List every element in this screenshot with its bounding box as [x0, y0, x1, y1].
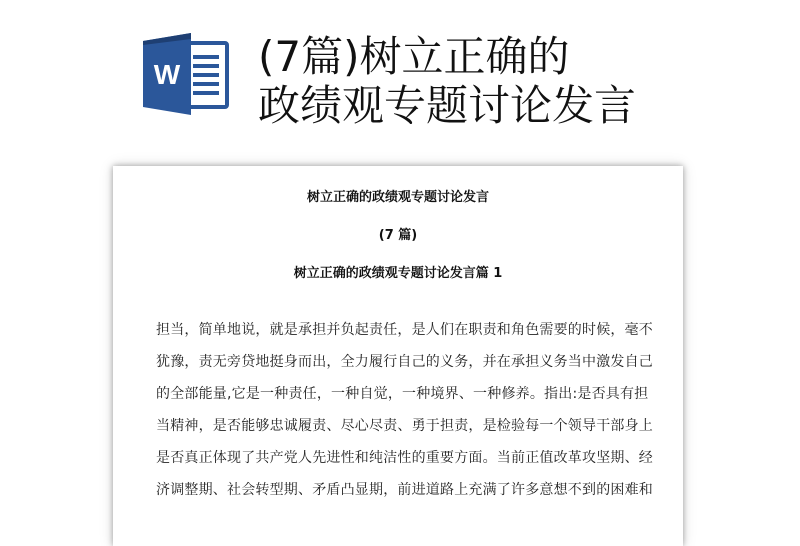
title-line-1: (7篇)树立正确的	[258, 32, 570, 81]
body-line: 的全部能量,它是一种责任，一种自觉，一种境界、一种修养。指出:是否具有担	[156, 386, 649, 402]
document-title: 树立正确的政绩观专题讨论发言	[306, 190, 489, 205]
section-heading: 树立正确的政绩观专题讨论发言篇 1	[293, 266, 503, 281]
body-line: 犹豫，责无旁贷地挺身而出，全力履行自己的义务，并在承担义务当中激发自己	[156, 354, 653, 370]
document-subtitle: (7 篇)	[378, 228, 418, 243]
title-line-2: 政绩观专题讨论发言	[258, 81, 637, 130]
document-body	[156, 314, 653, 506]
word-document-icon	[141, 33, 233, 115]
body-line: 当精神，是否能够忠诚履责、尽心尽责、勇于担责，是检验每一个领导干部身上	[156, 418, 653, 434]
body-line: 担当，简单地说，就是承担并负起责任，是人们在职责和角色需要的时候，毫不	[156, 322, 653, 338]
body-line: 济调整期、社会转型期、矛盾凸显期，前进道路上充满了许多意想不到的困难和	[156, 482, 653, 498]
svg-text:W: W	[153, 59, 181, 90]
banner	[0, 0, 800, 150]
body-line: 是否真正体现了共产党人先进性和纯洁性的重要方面。当前正值改革攻坚期、经	[156, 450, 653, 466]
page-title	[258, 32, 778, 130]
